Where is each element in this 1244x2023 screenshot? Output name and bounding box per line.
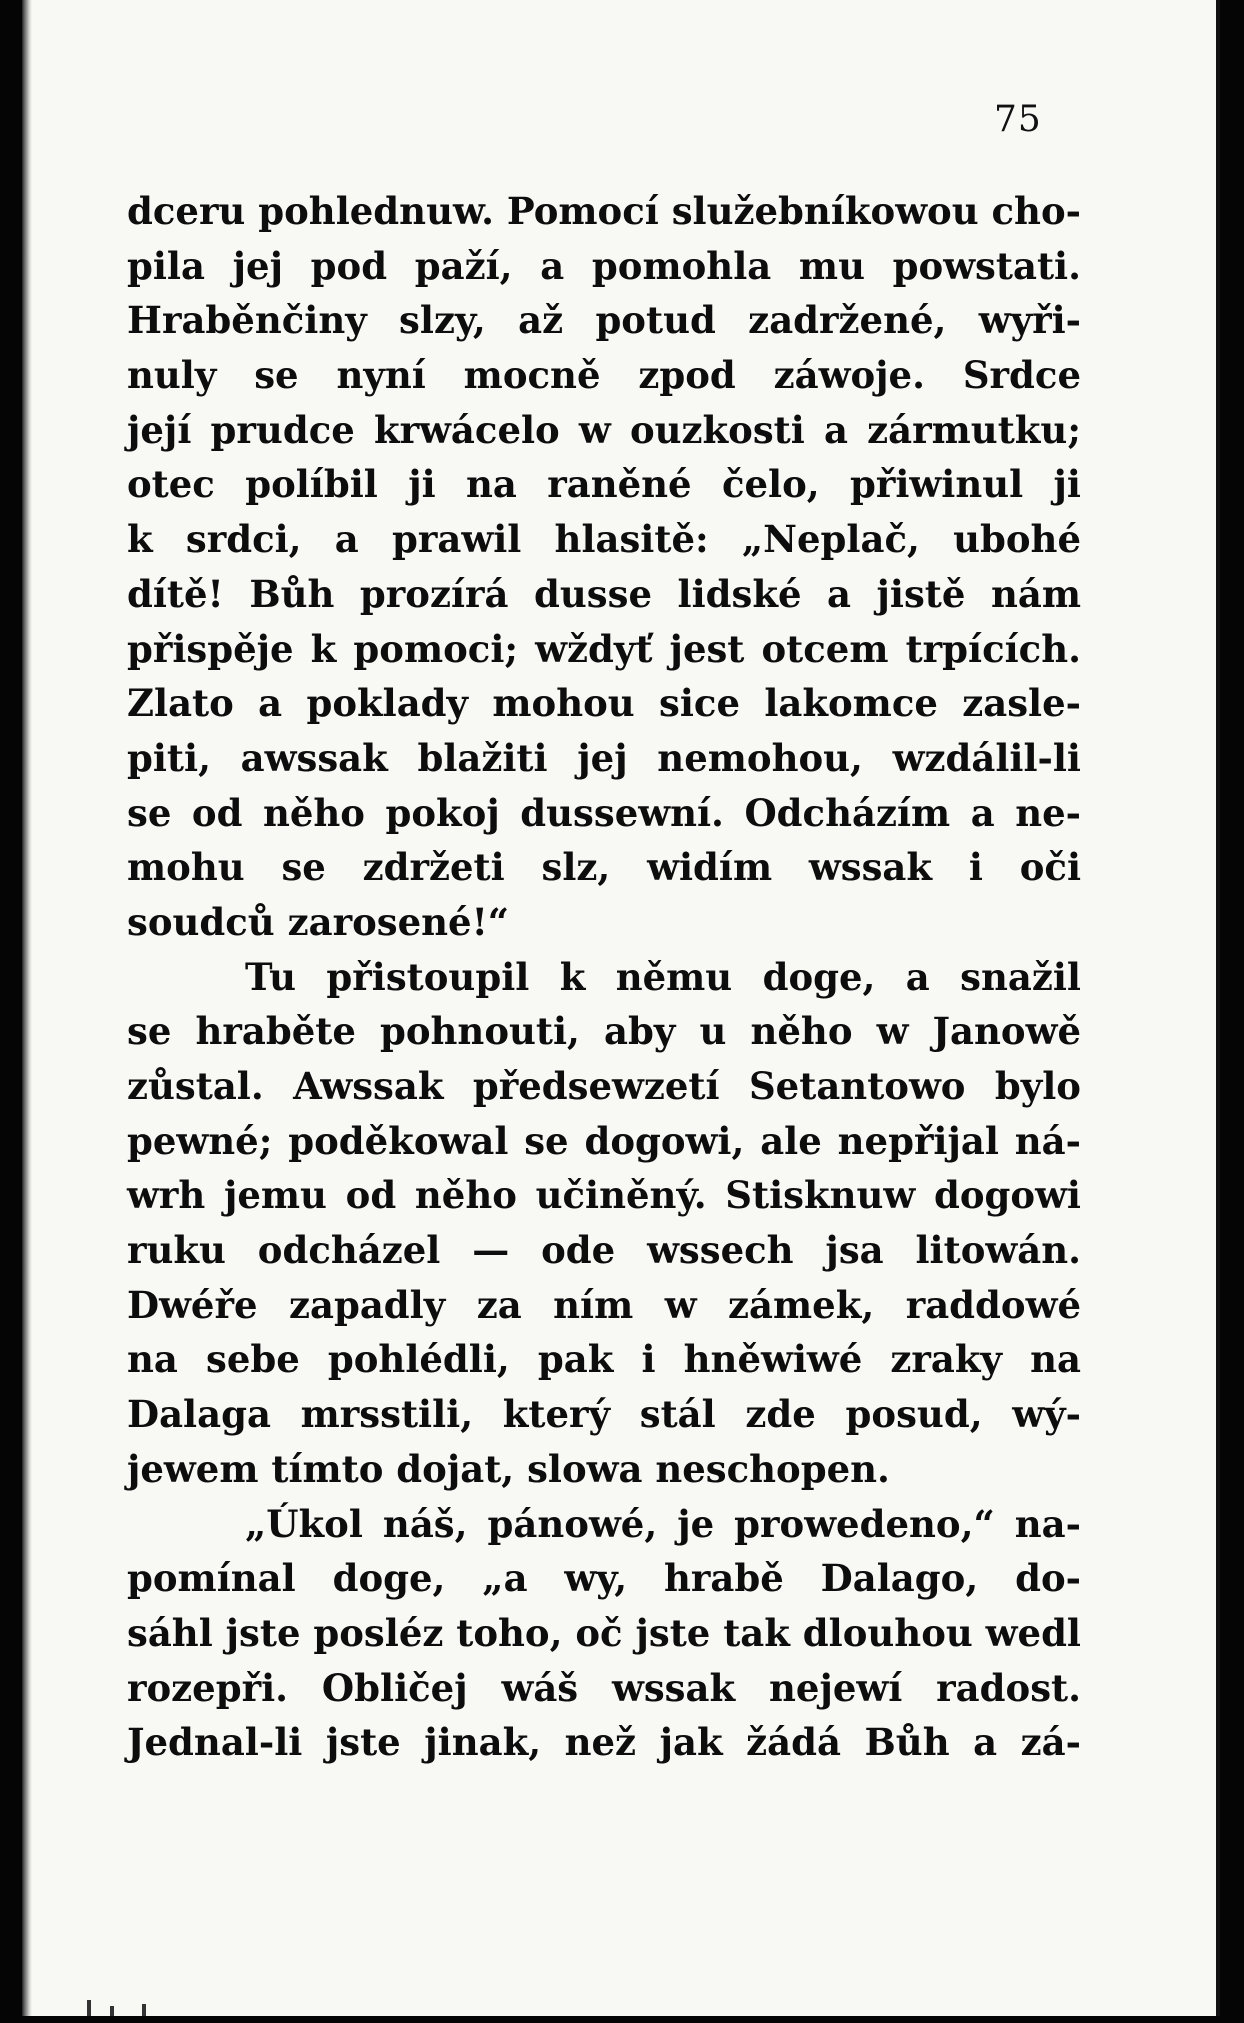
text-line: mohu se zdržeti slz, widím wssak i oči — [127, 845, 1081, 890]
book-page — [22, 0, 1220, 2016]
text-line: pomínal doge, „a wy, hrabě Dalago, do- — [127, 1556, 1081, 1601]
text-line: k srdci, a prawil hlasitě: „Neplač, ubohé — [127, 517, 1081, 562]
binding-shadow — [22, 0, 32, 2016]
text-line: se hraběte pohnouti, aby u něho w Janowě — [127, 1009, 1081, 1054]
text-line: Tu přistoupil k němu doge, a snažil — [245, 954, 1081, 999]
text-line: její prudce krwácelo w ouzkosti a zármutku; — [127, 407, 1081, 452]
page-edge — [1216, 0, 1220, 2016]
text-line: „Úkol náš, pánowé, je prowedeno,“ na- — [245, 1501, 1081, 1546]
text-line: jewem tímto dojat, slowa neschopen. — [127, 1446, 890, 1491]
text-line: se od něho pokoj dussewní. Odcházím a ne- — [127, 790, 1081, 835]
text-line: Dwéře zapadly za ním w zámek, raddowé — [127, 1282, 1081, 1327]
text-line: přispěje k pomoci; wždyť jest otcem trpících. — [127, 626, 1081, 671]
page-text — [127, 184, 1081, 1770]
text-line: rozepři. Obličej wáš wssak nejewí radost. — [127, 1665, 1081, 1710]
text-line: ruku odcházel — ode wssech jsa litowán. — [127, 1228, 1081, 1273]
page-number: 75 — [994, 99, 1042, 140]
text-line: Zlato a poklady mohou sice lakomce zasle- — [127, 681, 1081, 726]
text-line: pewné; poděkowal se dogowi, ale nepřijal ná- — [127, 1118, 1081, 1163]
text-line: na sebe pohlédli, pak i hněwiwé zraky na — [127, 1337, 1081, 1382]
text-line: soudců zarosené!“ — [127, 899, 510, 944]
text-line: otec políbil ji na raněné čelo, přiwinul ji — [127, 462, 1081, 507]
text-line: Jednal-li jste jinak, než jak žádá Bůh a zá- — [127, 1720, 1081, 1765]
text-line: Hraběnčiny slzy, až potud zadržené, wyři- — [127, 298, 1081, 343]
text-line: dceru pohlednuw. Pomocí služebníkowou cho- — [127, 189, 1081, 233]
text-line: pila jej pod paží, a pomohla mu powstati. — [127, 243, 1081, 288]
text-line: dítě! Bůh prozírá dusse lidské a jistě nám — [127, 571, 1081, 616]
text-line: sáhl jste posléz toho, oč jste tak dlouhou wedl — [127, 1610, 1081, 1655]
text-line: piti, awssak blažiti jej nemohou, wzdálil-li — [127, 735, 1081, 780]
text-line: wrh jemu od něho učiněný. Stisknuw dogowi — [127, 1173, 1081, 1218]
bottom-scan-marks — [32, 1998, 1220, 2016]
text-line: zůstal. Awssak předsewzetí Setantowo bylo — [127, 1064, 1081, 1108]
text-line: Dalaga mrsstili, který stál zde posud, wý- — [127, 1392, 1081, 1437]
text-line: nuly se nyní mocně zpod záwoje. Srdce — [127, 353, 1081, 398]
